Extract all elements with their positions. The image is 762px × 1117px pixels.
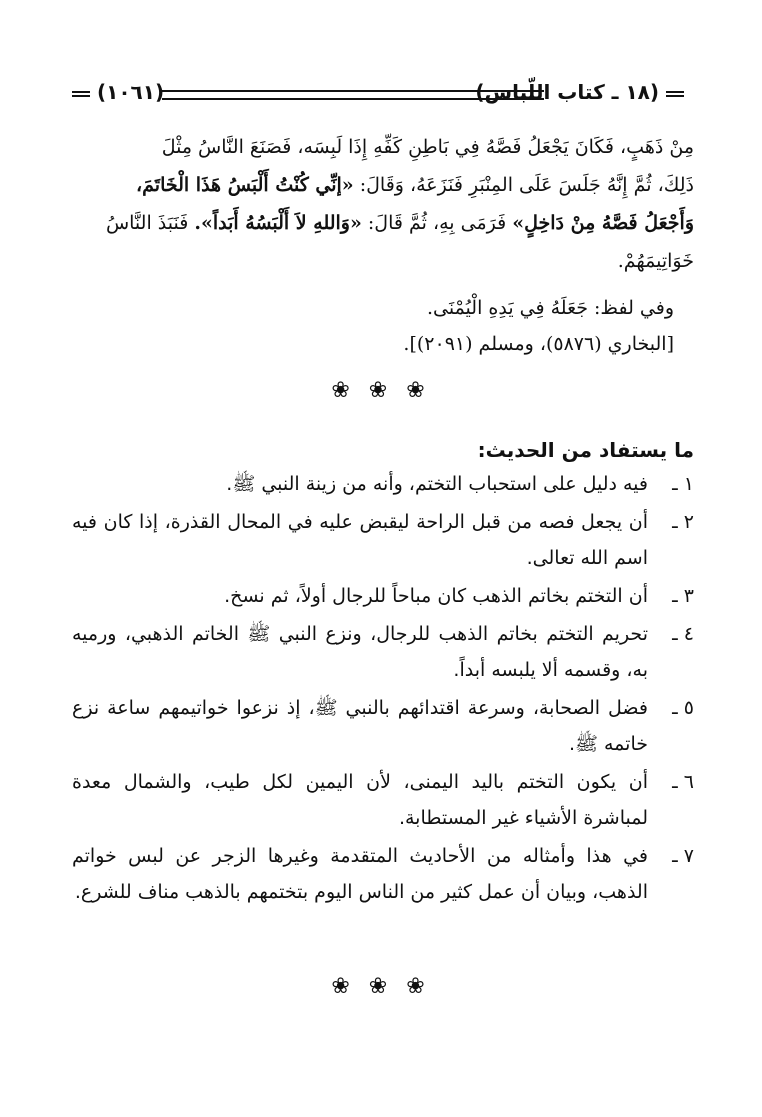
variant-wording: وفي لفظ: جَعَلَهُ فِي يَدِهِ الْيُمْنَى. <box>426 297 674 319</box>
list-item <box>72 616 694 688</box>
prophet-quote: «وَاللهِ لاَ أَلْبَسُهُ أَبَداً». <box>194 212 362 234</box>
section-separator: ❀ ❀ ❀ <box>331 974 431 999</box>
hadith-fragment: فَنَبَذَ النَّاسُ <box>105 212 195 234</box>
hadith-line: مِنْ ذَهَبٍ، فَكَانَ يَجْعَلُ فَصَّهُ فِي بَاطِنِ كَفِّهِ إِذَا لَبِسَه، فَصَنَعَ النَّاسُ مِثْلَ <box>161 136 694 158</box>
item-number: ٤ ـ <box>672 623 694 645</box>
item-text: أن يكون التختم باليد اليمنى، لأن اليمين لكل طيب، والشمال معدة لمباشرة الأشياء غير المستطابة. <box>72 771 648 829</box>
hadith-fragment: ذَلِكَ، ثُمَّ إِنَّهُ جَلَسَ عَلَى المِنْبَرِ فَنَزَعَهُ، وَقَالَ: <box>353 174 694 196</box>
item-number: ٧ ـ <box>672 845 694 867</box>
hadith-fragment: فَرَمَى بِهِ، ثُمَّ قَالَ: <box>361 212 513 234</box>
item-text: فضل الصحابة، وسرعة اقتدائهم بالنبي ﷺ، إذ نزعوا خواتيمهم ساعة نزع خاتمه ﷺ. <box>72 697 648 755</box>
prophet-quote: «إنِّي كُنْتُ أَلْبَسُ هَذَا الْخَاتَمَ، <box>136 174 354 196</box>
item-number: ٣ ـ <box>672 585 694 607</box>
running-header <box>72 80 684 108</box>
benefits-title: ما يستفاد من الحديث: <box>477 438 694 462</box>
item-text: أن التختم بخاتم الذهب كان مباحاً للرجال أولاً، ثم نسخ. <box>224 585 648 607</box>
hadith-line <box>72 166 694 204</box>
item-number: ١ ـ <box>672 473 694 495</box>
item-text: أن يجعل فصه من قبل الراحة ليقبض عليه في المحال القذرة، إذا كان فيه اسم الله تعالى. <box>72 511 648 569</box>
prophet-quote: وَأَجْعَلُ فَصَّهُ مِنْ دَاخِلٍ» <box>512 212 694 234</box>
hadith-text <box>72 128 694 280</box>
hadith-source: [البخاري (٥٨٧٦)، ومسلم (٢٠٩١)]. <box>403 333 674 355</box>
hadith-line: خَوَاتِيمَهُمْ. <box>617 250 694 272</box>
list-item <box>72 838 694 910</box>
item-text: تحريم التختم بخاتم الذهب للرجال، ونزع النبي ﷺ الخاتم الذهبي، ورميه به، وقسمه ألا يلبسه أبداً. <box>72 623 648 681</box>
section-separator: ❀ ❀ ❀ <box>331 378 431 403</box>
list-item <box>72 466 694 502</box>
list-item <box>72 764 694 836</box>
item-text: فيه دليل على استحباب التختم، وأنه من زينة النبي ﷺ. <box>226 473 648 495</box>
item-number: ٦ ـ <box>672 771 694 793</box>
page-number-block <box>72 80 164 104</box>
hadith-line <box>72 204 694 242</box>
header-dash <box>666 91 684 97</box>
header-dash <box>72 91 90 97</box>
benefits-list <box>72 466 694 912</box>
list-item <box>72 578 694 614</box>
variant-block <box>72 290 694 362</box>
list-item <box>72 690 694 762</box>
item-text: في هذا وأمثاله من الأحاديث المتقدمة وغيرها الزجر عن لبس خواتم الذهب، وبيان أن عمل كثير من الناس اليوم بتختمهم بالذهب مناف للشرع. <box>72 845 648 903</box>
item-number: ٥ ـ <box>672 697 694 719</box>
header-rule <box>162 90 544 100</box>
item-number: ٢ ـ <box>672 511 694 533</box>
chapter-title: (١٨ ـ كتاب اللّباس) <box>475 80 660 104</box>
page-number: (١٠٦١) <box>96 80 165 104</box>
list-item <box>72 504 694 576</box>
